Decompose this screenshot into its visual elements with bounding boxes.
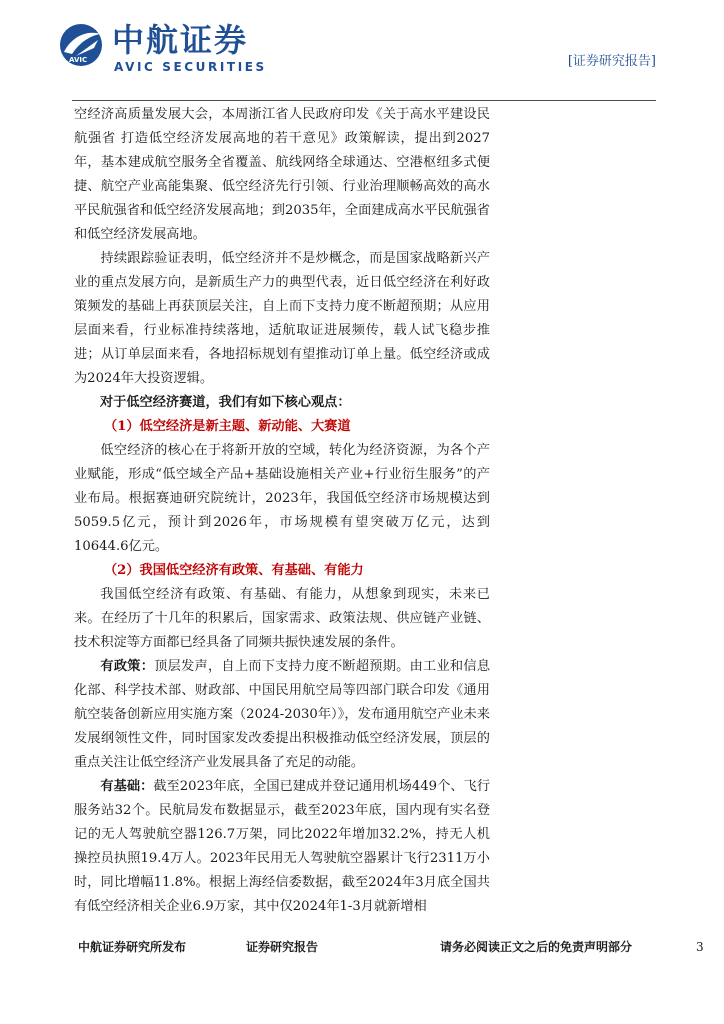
- avic-logo-icon: [58, 22, 104, 68]
- svg-text:AVIC: AVIC: [69, 56, 88, 64]
- policy-lead: 有政策：: [100, 659, 155, 674]
- paragraph-policy-zhejiang: 空经济高质量发展大会，本周浙江省人民政府印发《关于高水平建设民航强省 打造低空经济发展高地的若干意见》政策解读，提出到2027年，基本建成航空服务全省覆盖、航线网络全球通达、空港枢纽多式便捷、航空产业高能集聚、低空经济先行引领、行业治理顺畅高效的高水平民航强省和低空经济发展高地；到2035年，全面建成高水平民航强省和低空经济发展高地。: [74, 107, 490, 242]
- footer-publisher: 中航证券研究所发布: [78, 940, 187, 954]
- header-divider: [72, 100, 656, 101]
- section-heading-1: （1）低空经济是新主题、新动能、大赛道: [104, 419, 351, 434]
- paragraph-capability: 我国低空经济有政策、有基础、有能力，从想象到现实，未来已来。在经历了十几年的积累后，国家需求、政策法规、供应链产业链、技术积淀等方面都已经具备了同频共振快速发展的条件。: [74, 587, 490, 650]
- paragraph-tracking: 持续跟踪验证表明，低空经济并不是炒概念，而是国家战略新兴产业的重点发展方向，是新质生产力的典型代表，近日低空经济在利好政策频发的基础上再获顶层关注，自上而下支持力度不断超预期；从应用层面来看，行业标准持续落地，适航取证进展频传，载人试飞稳步推进；从订单层面来看，各地招标规划有望推动订单上量。低空经济或成为2024年大投资逻辑。: [74, 251, 490, 386]
- paragraph-policy: [74, 655, 490, 775]
- foundation-lead: 有基础：: [100, 779, 154, 794]
- report-body: [74, 103, 490, 919]
- brand-name-en: AVIC SECURITIES: [114, 60, 267, 74]
- section-heading-2: （2）我国低空经济有政策、有基础、有能力: [104, 563, 364, 578]
- paragraph-foundation: [74, 775, 490, 919]
- paragraph-market-size: 低空经济的核心在于将新开放的空域，转化为经济资源，为各个产业赋能，形成“低空域全产品+基础设施相关产业+行业衍生服务”的产业布局。根据赛迪研究院统计，2023年，我国低空经济市场规模达到5059.5亿元，预计到2026年，市场规模有望突破万亿元，达到10644.6亿元。: [74, 443, 490, 554]
- footer-disclaimer-note: 请务必阅读正文之后的免责声明部分: [440, 940, 633, 954]
- foundation-text: 截至2023年底，全国已建成并登记通用机场449个、飞行服务站32个。民航局发布数据显示，截至2023年底，国内现有实名登记的无人驾驶航空器126.7万架，同比2022年增加32.2%，持无人机操控员执照19.4万人。2023年民用无人驾驶航空器累计飞行2311万小时，同比增幅11.8%。根据上海经信委数据，截至2024年3月底全国共有低空经济相关企业6.9万家，其中仅2024年1-3月就新增相: [74, 779, 491, 914]
- policy-text: 顶层发声，自上而下支持力度不断超预期。由工业和信息化部、科学技术部、财政部、中国民用航空局等四部门联合印发《通用航空装备创新应用实施方案（2024-2030年）》，发布通用航空产业未来发展纲领性文件，同时国家发改委提出积极推动低空经济发展，顶层的重点关注让低空经济产业发展具备了充足的动能。: [74, 659, 491, 770]
- core-views-heading: 对于低空经济赛道，我们有如下核心观点：: [100, 395, 351, 410]
- footer-report-type: 证券研究报告: [246, 940, 319, 954]
- report-type-tag: [证券研究报告]: [567, 54, 656, 69]
- brand-name-cn: 中航证券: [112, 21, 249, 59]
- page-header: [0, 0, 724, 100]
- page-number: 3: [696, 940, 704, 954]
